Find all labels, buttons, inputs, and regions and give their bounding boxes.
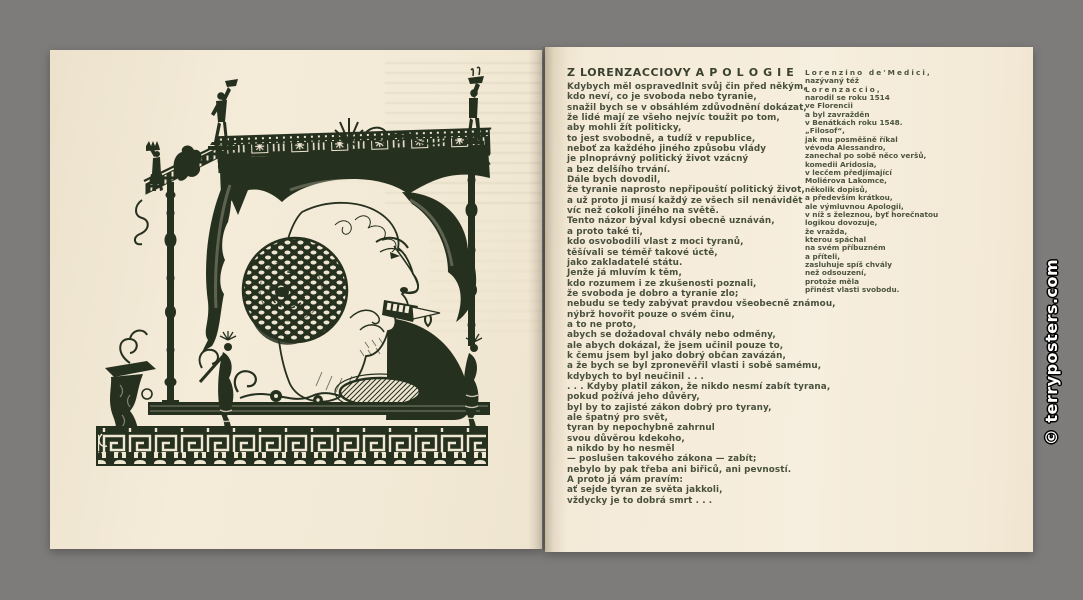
poem-line: kdo osvobodili vlast z moci tyranů, [567, 237, 744, 248]
apologie-text-column [567, 66, 836, 506]
biography-note-column [805, 69, 938, 294]
poem-line: ale abych dokázal, že jsem učinil pouze to, [567, 340, 784, 351]
poem-line: Kdybych měl ospravedlnit svůj čin před někým, [567, 82, 807, 92]
poem-line: nebudu se tedy zabývat pravdou všeobecně známou, [567, 299, 836, 310]
script-flourish [135, 200, 148, 244]
side-note-line: vévoda Alessandro, [805, 143, 886, 153]
side-note-line: několik dopisů, [805, 184, 868, 194]
side-note-line: Moliérova Lakomce, [805, 176, 887, 186]
poem-line: svou důvěrou kdekoho, [567, 433, 685, 444]
poem-line: pokud požívá jeho důvěry, [567, 392, 700, 403]
side-note-line: narodil se roku 1514 [805, 93, 890, 103]
side-note-line: v níž s železnou, byť horečnatou [805, 209, 939, 219]
poem-line: Jenže já mluvím k těm, [567, 268, 682, 279]
poem-line: a už proto ji musí každý ze všech sil nenávidět [567, 195, 803, 206]
poem-line: že tyranie naprosto nepřipouští politický život, [567, 185, 805, 196]
side-note-line: kterou spáchal [805, 234, 867, 244]
side-note-line: protože měla [805, 276, 860, 286]
side-note-line: v lecčem předjímající [805, 168, 892, 178]
poem-line: že svoboda je dobro a tyranie zlo; [567, 288, 739, 299]
side-note-line: na svém příbuzném [805, 243, 886, 253]
poem-line: a bez delšího trvání. [567, 164, 671, 175]
side-note-line: zasluhuje spíš chvály [805, 259, 892, 269]
poem-line: vždycky je to dobrá smrt . . . [567, 495, 713, 506]
side-note-line: Lorenzino de'Medici, [805, 68, 932, 77]
etching-illustration [50, 50, 542, 549]
poem-line: je plnoprávný politický život vzácný [567, 154, 749, 165]
side-note-line: že vražda, [805, 226, 848, 236]
page-title: Z LORENZACCIOVY A P O L O G I E [567, 66, 795, 79]
side-note-line: a především krátkou, [805, 193, 893, 203]
right-page [545, 47, 1033, 552]
poem-line: snažil bych se v obsáhlém zdůvodnění dokázat, [567, 102, 807, 113]
poem-line: — poslušen takového zákona — zabít; [567, 454, 757, 465]
side-note-line: logikou dovozuje, [805, 218, 878, 228]
foliage-finial [174, 146, 202, 181]
poem-line: neboť za každého jiného způsobu vlády [567, 144, 767, 155]
watermark: © terryposters.com [1042, 258, 1061, 446]
poem-line: abych se dožadoval chvály nebo odměny, [567, 330, 776, 341]
poem-line: Tento názor býval kdysi obecně uznáván, [567, 216, 775, 227]
side-note-line: a byl zavražděn [805, 109, 870, 119]
poem-line: a že bych se byl zpronevěřil vlasti i sobě samému, [567, 361, 822, 372]
poem-line: byl by to zajisté zákon dobrý pro tyrany, [567, 402, 772, 413]
poem-line: víc než cokoli jiného na světě. [567, 206, 719, 217]
side-note-line: v Benátkách roku 1548. [805, 118, 903, 128]
poem-line: nýbrž hovořit pouze o svém činu, [567, 309, 735, 320]
poem-line: nebylo by pak třeba ani biřiců, ani pevností. [567, 464, 792, 475]
poem-line: aby mohli žít politicky, [567, 123, 682, 134]
poem [567, 82, 836, 506]
side-note-line: jak mu posměšně říkal [805, 134, 898, 144]
side-note-line: a příteli, [805, 251, 840, 261]
poem-line: kdo neví, co je svoboda nebo tyranie, [567, 92, 757, 103]
poem-line: a nikdo by ho nesměl [567, 444, 675, 455]
poem-line: Dále bych dovodil, [567, 175, 661, 186]
side-note-line: „Filosof“, [805, 126, 845, 136]
left-page [50, 50, 542, 549]
poem-line: tyran by nepochybně zahrnul [567, 423, 715, 434]
side-note-line: Lorenzaccio, [805, 84, 882, 94]
poem-line: že lidé mají ze všeho nejvíc toužit po tom, [567, 113, 780, 124]
left-bed-post [162, 174, 179, 406]
poem-line: kdo rozumem i ze zkušenosti poznali, [567, 278, 757, 289]
side-note-line: ve Florencii [805, 101, 853, 111]
poem-line: ať sejde tyran ze světa jakkoli, [567, 485, 723, 496]
side-note-line: než odsouzení, [805, 268, 867, 278]
poem-line: a to ne proto, [567, 319, 637, 330]
meander-base [96, 426, 488, 466]
poem-line: k čemu jsem byl jako dobrý občan zavázán, [567, 350, 786, 361]
poem-line: to jest svobodně, a tudíž v republice, [567, 133, 756, 144]
poem-line: těšívali se téměř takové úctě, [567, 247, 718, 258]
poem-line: . . . Kdyby platil zákon, že nikdo nesmí zabít tyrana, [567, 381, 831, 392]
poem-line: A proto já vám pravím: [567, 475, 683, 486]
poem-line: ale špatný pro svět, [567, 413, 668, 423]
poem-line: jako zakladatelé státu. [567, 257, 683, 268]
poem-line: a proto také ti, [567, 226, 643, 237]
side-note-line: nazývaný též [805, 76, 859, 86]
side-note-line: ale výmluvnou Apologii, [805, 201, 904, 211]
side-note-line: komedii Aridosia, [805, 159, 877, 169]
side-note-line: přinést vlasti svobodu. [805, 284, 900, 294]
side-note-line: zanechal po sobě něco veršů, [805, 151, 927, 161]
poem-line: kdybych to byl neučinil . . . [567, 371, 705, 382]
